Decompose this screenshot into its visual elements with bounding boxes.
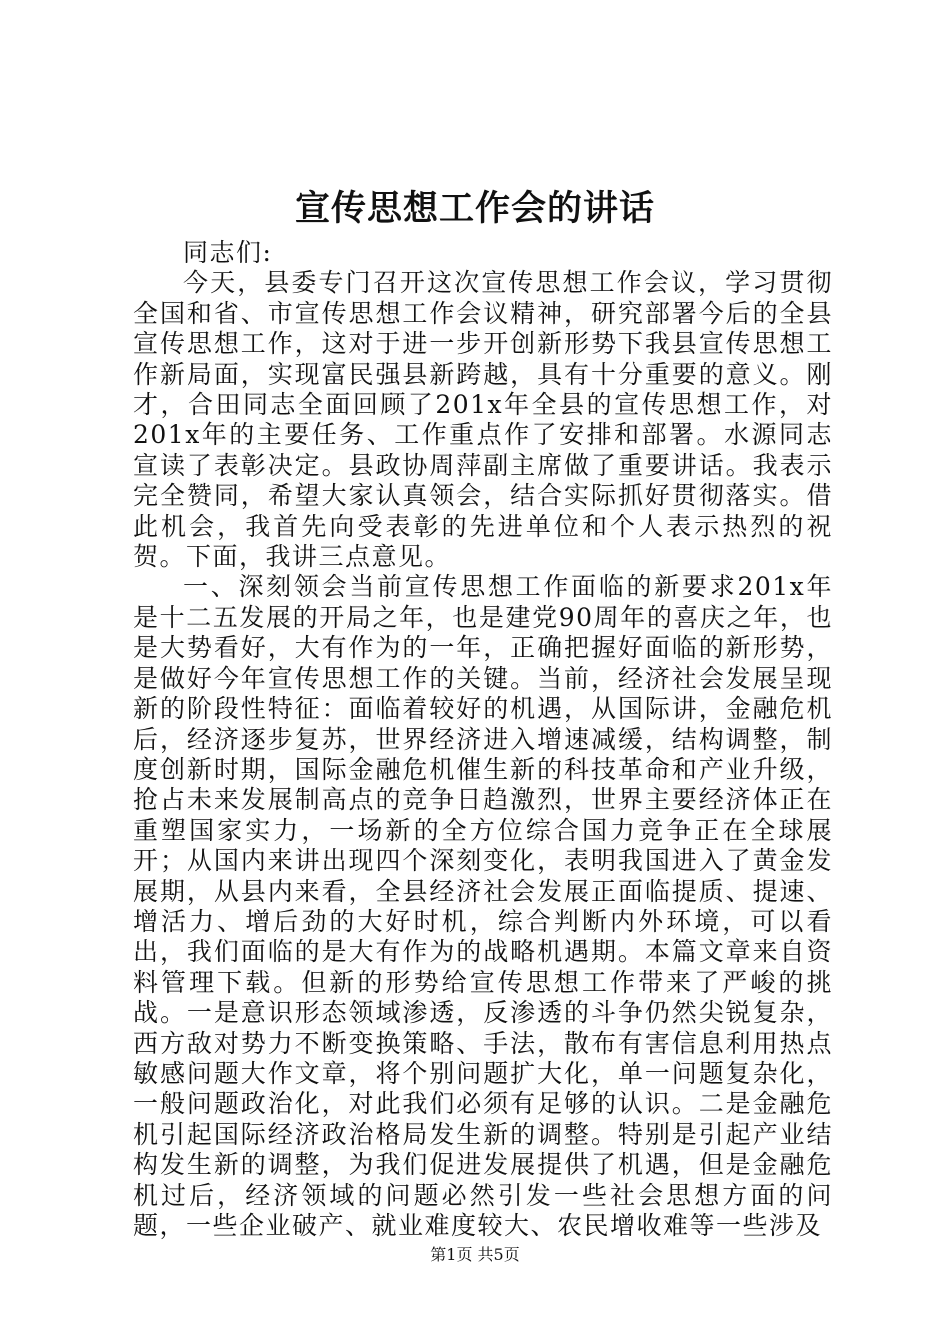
document-body: [133, 238, 833, 1241]
page-number-footer: 第1页 共5页: [430, 1245, 520, 1264]
salutation-paragraph: 同志们:: [183, 238, 273, 267]
body-paragraph: 一、深刻领会当前宣传思想工作面临的新要求201x年是十二五发展的开局之年，也是建党90周年的喜庆之年，也是大势看好，大有作为的一年，正确把握好面临的新形势，是做好今年宣传思想工作的关键。当前，经济社会发展呈现新的阶段性特征：面临着较好的机遇，从国际讲，金融危机后，经济逐步复苏，世界经济进入增速减缓，结构调整，制度创新时期，国际金融危机催生新的科技革命和产业升级，抢占未来发展制高点的竞争日趋激烈，世界主要经济体正在重塑国家实力，一场新的全方位综合国力竞争正在全球展开；从国内来讲出现四个深刻变化，表明我国进入了黄金发展期，从县内来看，全县经济社会发展正面临提质、提速、增活力、增后劲的大好时机，综合判断内外环境，可以看出，我们面临的是大有作为的战略机遇期。本篇文章来自资料管理下载。但新的形势给宣传思想工作带来了严峻的挑战。一是意识形态领域渗透，反渗透的斗争仍然尖锐复杂，西方敌对势力不断变换策略、手法，散布有害信息利用热点敏感问题大作文章，将个别问题扩大化，单一问题复杂化，一般问题政治化，对此我们必须有足够的认识。二是金融危机引起国际经济政治格局发生新的调整。特别是引起产业结构发生新的调整，为我们促进发展提供了机遇，但是金融危机过后，经济领域的问题必然引发一些社会思想方面的问题，一些企业破产、就业难度较大、农民增收难等一些涉及: [133, 572, 833, 1240]
body-paragraph: 今天，县委专门召开这次宣传思想工作会议，学习贯彻全国和省、市宣传思想工作会议精神，研究部署今后的全县宣传思想工作，这对于进一步开创新形势下我县宣传思想工作新局面，实现富民强县新跨越，具有十分重要的意义。刚才，合田同志全面回顾了201x年全县的宣传思想工作，对201x年的主要任务、工作重点作了安排和部署。水源同志宣读了表彰决定。县政协周萍副主席做了重要讲话。我表示完全赞同，希望大家认真领会，结合实际抓好贯彻落实。借此机会，我首先向受表彰的先进单位和个人表示热烈的祝贺。下面，我讲三点意见。: [133, 268, 833, 572]
document-title: 宣传思想工作会的讲话: [294, 188, 655, 229]
